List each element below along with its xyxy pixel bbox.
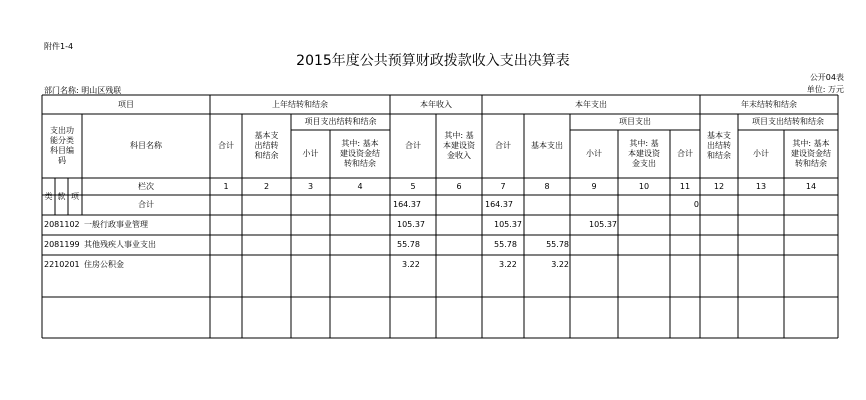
row-basic-expense <box>524 215 570 235</box>
header-item: 项目 <box>118 99 134 109</box>
column-number: 4 <box>357 181 363 191</box>
header-income-total: 合计 <box>405 141 421 150</box>
row-income-total: 55.78 <box>397 240 420 249</box>
report-title: 2015年度公共预算财政拨款收入支出决算表 <box>296 53 570 69</box>
column-number: 8 <box>544 181 550 191</box>
header-item-code: 项 <box>71 191 79 201</box>
total-project-total: 0 <box>693 200 699 209</box>
column-number: 9 <box>591 181 597 191</box>
total-income: 164.37 <box>393 200 421 209</box>
header-end-project-balance: 项目支出结转和结余 <box>752 117 824 126</box>
header-prev-project-subtotal: 小计 <box>302 149 319 158</box>
total-expense: 164.37 <box>485 200 513 209</box>
header-project-total: 合计 <box>677 149 693 158</box>
row-project-subtotal <box>570 235 618 255</box>
header-prev-balance: 上年结转和结余 <box>272 99 328 109</box>
header-project-subtotal: 小计 <box>586 149 602 158</box>
row-basic-expense: 55.78 <box>546 240 569 249</box>
column-number: 11 <box>679 181 691 191</box>
row-project-subtotal: 105.37 <box>589 220 617 229</box>
row-expense-total: 105.37 <box>494 220 522 229</box>
total-row-label: 合计 <box>138 200 154 209</box>
column-number: 12 <box>713 181 725 191</box>
row-code: 2210201 <box>44 260 80 269</box>
form-code: 公开04表 <box>809 73 844 82</box>
header-current-income: 本年收入 <box>420 99 452 109</box>
row-code: 2081102 <box>44 220 80 229</box>
department-name: 部门名称: 明山区残联 <box>44 86 122 95</box>
header-prev-project-balance: 项目支出结转和结余 <box>304 117 377 126</box>
header-basic-expense: 基本支出 <box>531 141 563 150</box>
column-number: 6 <box>456 181 462 191</box>
row-code: 2081199 <box>44 240 80 249</box>
row-income-total: 105.37 <box>397 220 425 229</box>
header-function-code: 支出功 能分类 科目编 码 <box>50 126 74 165</box>
unit-label: 单位: 万元 <box>806 85 844 94</box>
header-end-construction-balance: 其中: 基本 建设资金结 转和结余 <box>791 139 831 168</box>
header-expense-total: 合计 <box>495 141 511 150</box>
row-project-subtotal <box>570 255 618 275</box>
header-end-project-subtotal: 小计 <box>753 149 769 158</box>
column-number: 10 <box>638 181 650 191</box>
header-prev-total: 合计 <box>218 141 234 150</box>
header-subject-name: 科目名称 <box>130 141 162 150</box>
column-number: 5 <box>410 181 416 191</box>
row-name: 一般行政事业管理 <box>84 220 148 229</box>
row-expense-total: 55.78 <box>494 240 517 249</box>
column-number: 3 <box>307 181 314 191</box>
attachment-label: 附件1-4 <box>44 42 74 51</box>
column-number: 2 <box>263 181 270 191</box>
header-income-construction: 其中: 基 本建设资 金收入 <box>443 131 475 160</box>
header-prev-basic-balance: 基本支 出结转 和结余 <box>254 131 279 160</box>
row-expense-total: 3.22 <box>499 260 517 269</box>
row-name: 其他残疾人事业支出 <box>84 240 156 249</box>
row-basic-expense: 3.22 <box>551 260 569 269</box>
header-year-end-balance: 年末结转和结余 <box>741 99 797 109</box>
header-current-expense: 本年支出 <box>575 99 607 109</box>
header-row-index: 栏次 <box>138 181 154 191</box>
row-income-total: 3.22 <box>402 260 420 269</box>
column-number: 13 <box>755 181 767 191</box>
column-number: 1 <box>223 181 229 191</box>
column-number: 7 <box>500 181 506 191</box>
header-prev-construction-balance: 其中: 基本 建设资金结 转和结余 <box>340 139 380 168</box>
row-name: 住房公积金 <box>84 260 124 269</box>
column-number: 14 <box>805 181 817 191</box>
header-end-basic-balance: 基本支 出结转 和结余 <box>707 131 731 160</box>
header-project-expense: 项目支出 <box>619 117 651 126</box>
header-section: 款 <box>57 191 66 201</box>
header-project-construction: 其中: 基 本建设资 金支出 <box>628 139 660 168</box>
header-class: 类 <box>44 191 53 201</box>
